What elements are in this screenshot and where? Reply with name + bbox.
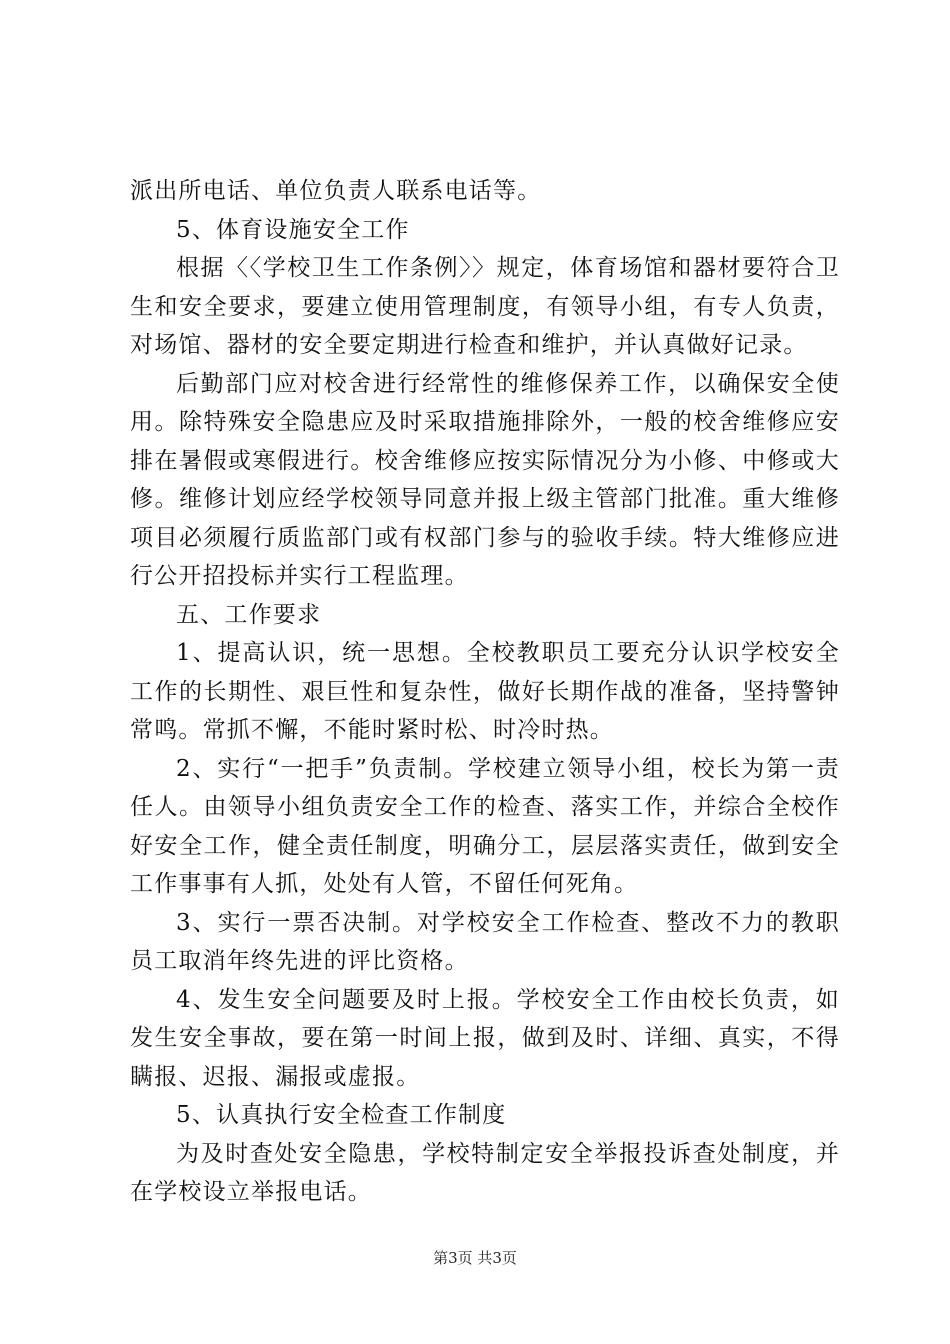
page-number-footer: 第3页 共3页: [433, 1249, 517, 1267]
paragraph-logistics-maintenance: 后勤部门应对校舍进行经常性的维修保养工作，以确保安全使用。除特殊安全隐患应及时采取措施排除外，一般的校舍维修应安排在暑假或寒假进行。校舍维修应按实际情况分为小修、中修或大修。维修计划应经学校领导同意并报上级主管部门批准。重大维修项目必须履行质监部门或有权部门参与的验收手续。特大维修应进行公开招投标并实行工程监理。: [130, 370, 840, 589]
paragraph-sports-facilities: 根据〈〈学校卫生工作条例〉〉规定，体育场馆和器材要符合卫生和安全要求，要建立使用管理制度，有领导小组，有专人负责，对场馆、器材的安全要定期进行检查和维护，并认真做好记录。: [130, 255, 840, 358]
section-heading-work-requirements: 五、工作要求: [176, 601, 322, 628]
document-body: [130, 172, 840, 1212]
paragraph-requirement-1: 1、提高认识，统一思想。全校教职员工要充分认识学校安全工作的长期性、艰巨性和复杂性，做好长期作战的准备，坚持警钟常鸣。常抓不懈，不能时紧时松、时冷时热。: [130, 640, 840, 743]
section-heading-sports-facilities: 5、体育设施安全工作: [176, 216, 410, 243]
paragraph-requirement-4: 4、发生安全问题要及时上报。学校安全工作由校长负责，如发生安全事故，要在第一时间上报，做到及时、详细、真实，不得瞒报、迟报、漏报或虚报。: [130, 986, 840, 1090]
paragraph-safety-inspection: 为及时查处安全隐患，学校特制定安全举报投诉查处制度，并在学校设立举报电话。: [130, 1140, 840, 1205]
paragraph-requirement-3: 3、实行一票否决制。对学校安全工作检查、整改不力的教职员工取消年终先进的评比资格。: [130, 909, 840, 974]
paragraph-requirement-2: 2、实行“一把手”负责制。学校建立领导小组，校长为第一责任人。由领导小组负责安全工作的检查、落实工作，并综合全校作好安全工作，健全责任制度，明确分工，层层落实责任，做到安全工作事事有人抓，处处有人管，不留任何死角。: [130, 755, 840, 897]
section-heading-safety-inspection: 5、认真执行安全检查工作制度: [176, 1102, 507, 1128]
paragraph-continuation: 派出所电话、单位负责人联系电话等。: [130, 178, 542, 204]
